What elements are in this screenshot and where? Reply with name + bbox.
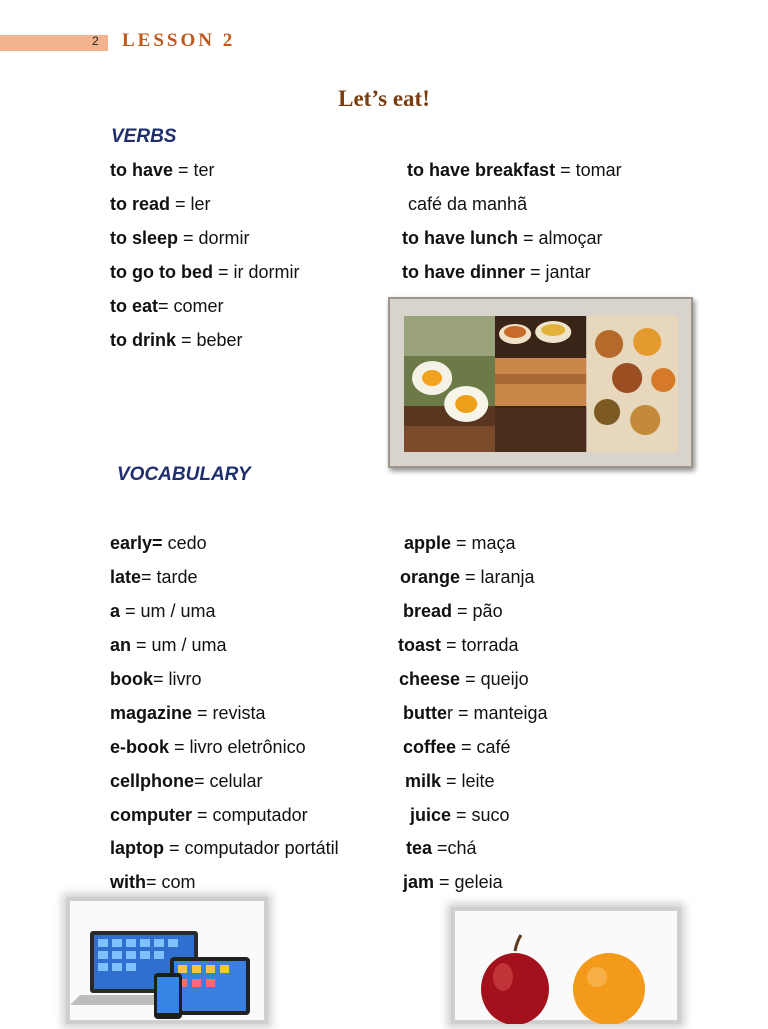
verb-item: to go to bed = ir dormir: [110, 262, 300, 282]
verb-item: café da manhã: [408, 194, 528, 214]
devices-image-frame: [66, 897, 268, 1024]
egg-toast-image: [404, 316, 495, 452]
indian-thali-image: [587, 316, 678, 452]
vocab-item: book= livro: [110, 669, 202, 689]
verb-item: to sleep = dormir: [110, 228, 250, 248]
vocab-item: with= com: [110, 872, 196, 892]
vocab-item: computer = computador: [110, 805, 308, 825]
vocab-item: jam = geleia: [403, 872, 503, 892]
lesson-label: LESSON 2: [122, 30, 236, 51]
vocab-item: magazine = revista: [110, 703, 266, 723]
verb-item: to have lunch = almoçar: [402, 228, 603, 248]
fruit-image-frame: [451, 907, 681, 1024]
vocab-item: early= cedo: [110, 533, 207, 553]
apple-orange-image: [455, 911, 677, 1024]
vocab-item: e-book = livro eletrônico: [110, 737, 306, 757]
page-title: Let’s eat!: [338, 86, 430, 111]
vocab-item: cellphone= celular: [110, 771, 263, 791]
vocabulary-heading: VOCABULARY: [117, 464, 251, 485]
verb-item: to have dinner = jantar: [402, 262, 591, 282]
vocab-item: late= tarde: [110, 567, 198, 587]
vocab-item: butter = manteiga: [403, 703, 548, 723]
verb-item: to eat= comer: [110, 296, 224, 316]
verb-item: to read = ler: [110, 194, 211, 214]
food-photo: [404, 316, 678, 452]
devices-image: [70, 901, 264, 1024]
verb-item: to have = ter: [110, 160, 215, 180]
vocab-item: tea =chá: [406, 838, 477, 858]
food-photo-frame: [388, 297, 693, 468]
vocab-item: an = um / uma: [110, 635, 227, 655]
verb-item: to have breakfast = tomar: [407, 160, 622, 180]
vocab-item: juice = suco: [410, 805, 510, 825]
page-number: 2: [92, 34, 99, 48]
vocab-item: cheese = queijo: [399, 669, 529, 689]
vocab-item: orange = laranja: [400, 567, 535, 587]
verbs-heading: VERBS: [111, 126, 177, 147]
vocab-item: bread = pão: [403, 601, 503, 621]
vocab-item: laptop = computador portátil: [110, 838, 339, 858]
vocab-item: toast = torrada: [398, 635, 519, 655]
vocab-item: apple = maça: [404, 533, 516, 553]
verb-item: to drink = beber: [110, 330, 243, 350]
vocab-item: milk = leite: [405, 771, 495, 791]
dosa-image: [495, 316, 586, 452]
vocab-item: coffee = café: [403, 737, 511, 757]
vocab-item: a = um / uma: [110, 601, 216, 621]
